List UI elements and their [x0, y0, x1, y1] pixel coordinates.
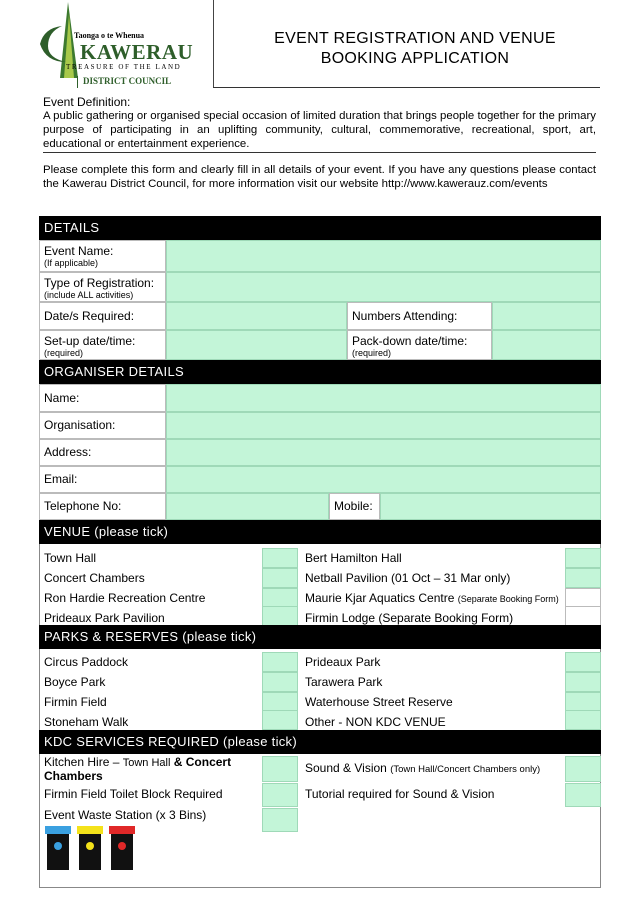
- park-tick-circus-paddock[interactable]: [262, 652, 298, 672]
- service-tick-tutorial[interactable]: [565, 783, 601, 807]
- definition-text: A public gathering or organised special occasion of limited duration that brings people together for the primary purpose of participating in an uplifting community, cultural, commemorative, recreational, sport, art, educational or entertainment experience.: [43, 110, 596, 150]
- park-tick-stoneham-walk[interactable]: [262, 710, 298, 730]
- logo-council: DISTRICT COUNCIL: [83, 76, 172, 86]
- intro-text: Please complete this form and clearly fill in all details of your event. If you have any questions please contact the Kawerau District Council, for more information visit our website http://www.kawerauz.com/events: [43, 164, 596, 190]
- telephone-label: Telephone No:: [39, 493, 166, 520]
- service-option-tutorial: Tutorial required for Sound & Vision: [305, 787, 495, 801]
- venue-option-firmin-lodge: Firmin Lodge (Separate Booking Form): [305, 611, 514, 625]
- service-tick-kitchen-hire[interactable]: [262, 756, 298, 782]
- address-field[interactable]: [166, 439, 601, 466]
- venue-option-town-hall: Town Hall: [44, 551, 97, 565]
- packdown-label: Pack-down date/time: (required): [347, 330, 492, 360]
- park-tick-firmin-field[interactable]: [262, 692, 298, 712]
- park-option-boyce-park: Boyce Park: [44, 675, 106, 689]
- venue-option-netball-pavilion: Netball Pavilion (01 Oct – 31 Mar only): [305, 571, 511, 585]
- service-option-waste-station: Event Waste Station (x 3 Bins): [44, 808, 207, 822]
- service-option-kitchen-hire: Kitchen Hire – Town Hall & Concert Chambers: [44, 755, 232, 783]
- email-field[interactable]: [166, 466, 601, 493]
- venue-tick-ron-hardie[interactable]: [262, 588, 298, 608]
- mobile-field[interactable]: [380, 493, 601, 520]
- venue-tick-town-hall[interactable]: [262, 548, 298, 568]
- park-option-tarawera-park: Tarawera Park: [305, 675, 383, 689]
- registration-type-field[interactable]: [166, 272, 601, 302]
- name-field[interactable]: [166, 384, 601, 412]
- park-tick-waterhouse[interactable]: [565, 692, 601, 712]
- venue-tick-bert-hamilton[interactable]: [565, 548, 601, 568]
- numbers-label: Numbers Attending:: [347, 302, 492, 330]
- venue-option-bert-hamilton: Bert Hamilton Hall: [305, 551, 402, 565]
- organiser-heading: ORGANISER DETAILS: [39, 360, 601, 384]
- event-name-label: Event Name: (If applicable): [39, 240, 166, 272]
- venue-option-aquatics: Maurie Kjar Aquatics Centre (Separate Booking Form): [305, 591, 559, 605]
- venue-tick-firmin-lodge[interactable]: [565, 606, 601, 626]
- services-heading: KDC SERVICES REQUIRED (please tick): [39, 730, 601, 754]
- park-option-stoneham-walk: Stoneham Walk: [44, 715, 129, 729]
- venue-tick-prideaux-pavilion[interactable]: [262, 606, 298, 626]
- organisation-label: Organisation:: [39, 412, 166, 439]
- park-option-circus-paddock: Circus Paddock: [44, 655, 129, 669]
- park-option-firmin-field: Firmin Field: [44, 695, 107, 709]
- dates-field[interactable]: [166, 302, 347, 330]
- logo-subtitle: TREASURE OF THE LAND: [66, 63, 182, 71]
- park-option-prideaux-park: Prideaux Park: [305, 655, 381, 669]
- setup-label: Set-up date/time: (required): [39, 330, 166, 360]
- name-label: Name:: [39, 384, 166, 412]
- packdown-field[interactable]: [492, 330, 601, 360]
- venue-option-ron-hardie: Ron Hardie Recreation Centre: [44, 591, 206, 605]
- venue-tick-netball-pavilion[interactable]: [565, 568, 601, 588]
- logo-name: KAWERAU: [80, 40, 194, 64]
- service-option-sound-vision: Sound & Vision (Town Hall/Concert Chambers only): [305, 761, 541, 775]
- address-label: Address:: [39, 439, 166, 466]
- venue-option-concert-chambers: Concert Chambers: [44, 571, 145, 585]
- parks-heading: PARKS & RESERVES (please tick): [39, 625, 601, 649]
- venue-option-prideaux-pavilion: Prideaux Park Pavilion: [44, 611, 165, 625]
- definition-rule: [43, 152, 596, 153]
- logo-tagline: Taonga o te Whenua: [74, 31, 145, 40]
- service-tick-waste-station[interactable]: [262, 808, 298, 832]
- service-option-toilet-block: Firmin Field Toilet Block Required: [44, 787, 223, 801]
- event-name-field[interactable]: [166, 240, 601, 272]
- venue-heading: VENUE (please tick): [39, 520, 601, 544]
- venue-tick-concert-chambers[interactable]: [262, 568, 298, 588]
- venue-tick-aquatics[interactable]: [565, 588, 601, 608]
- numbers-field[interactable]: [492, 302, 601, 330]
- definition-heading: Event Definition:: [43, 95, 131, 109]
- park-option-other: Other - NON KDC VENUE: [305, 715, 446, 729]
- waste-bins-icon: [43, 822, 138, 872]
- park-tick-tarawera-park[interactable]: [565, 672, 601, 692]
- setup-field[interactable]: [166, 330, 347, 360]
- park-option-waterhouse: Waterhouse Street Reserve: [305, 695, 453, 709]
- dates-label: Date/s Required:: [39, 302, 166, 330]
- header-rule: [213, 87, 600, 88]
- organisation-field[interactable]: [166, 412, 601, 439]
- park-tick-other[interactable]: [565, 710, 601, 730]
- mobile-label: Mobile:: [329, 493, 380, 520]
- service-tick-toilet-block[interactable]: [262, 783, 298, 807]
- email-label: Email:: [39, 466, 166, 493]
- park-tick-boyce-park[interactable]: [262, 672, 298, 692]
- telephone-field[interactable]: [166, 493, 329, 520]
- header-divider: [213, 0, 214, 88]
- details-heading: DETAILS: [39, 216, 601, 240]
- form-title: EVENT REGISTRATION AND VENUE BOOKING APPLICATION: [274, 30, 556, 67]
- registration-type-label: Type of Registration: (include ALL activities): [39, 272, 166, 302]
- park-tick-prideaux-park[interactable]: [565, 652, 601, 672]
- service-tick-sound-vision[interactable]: [565, 756, 601, 782]
